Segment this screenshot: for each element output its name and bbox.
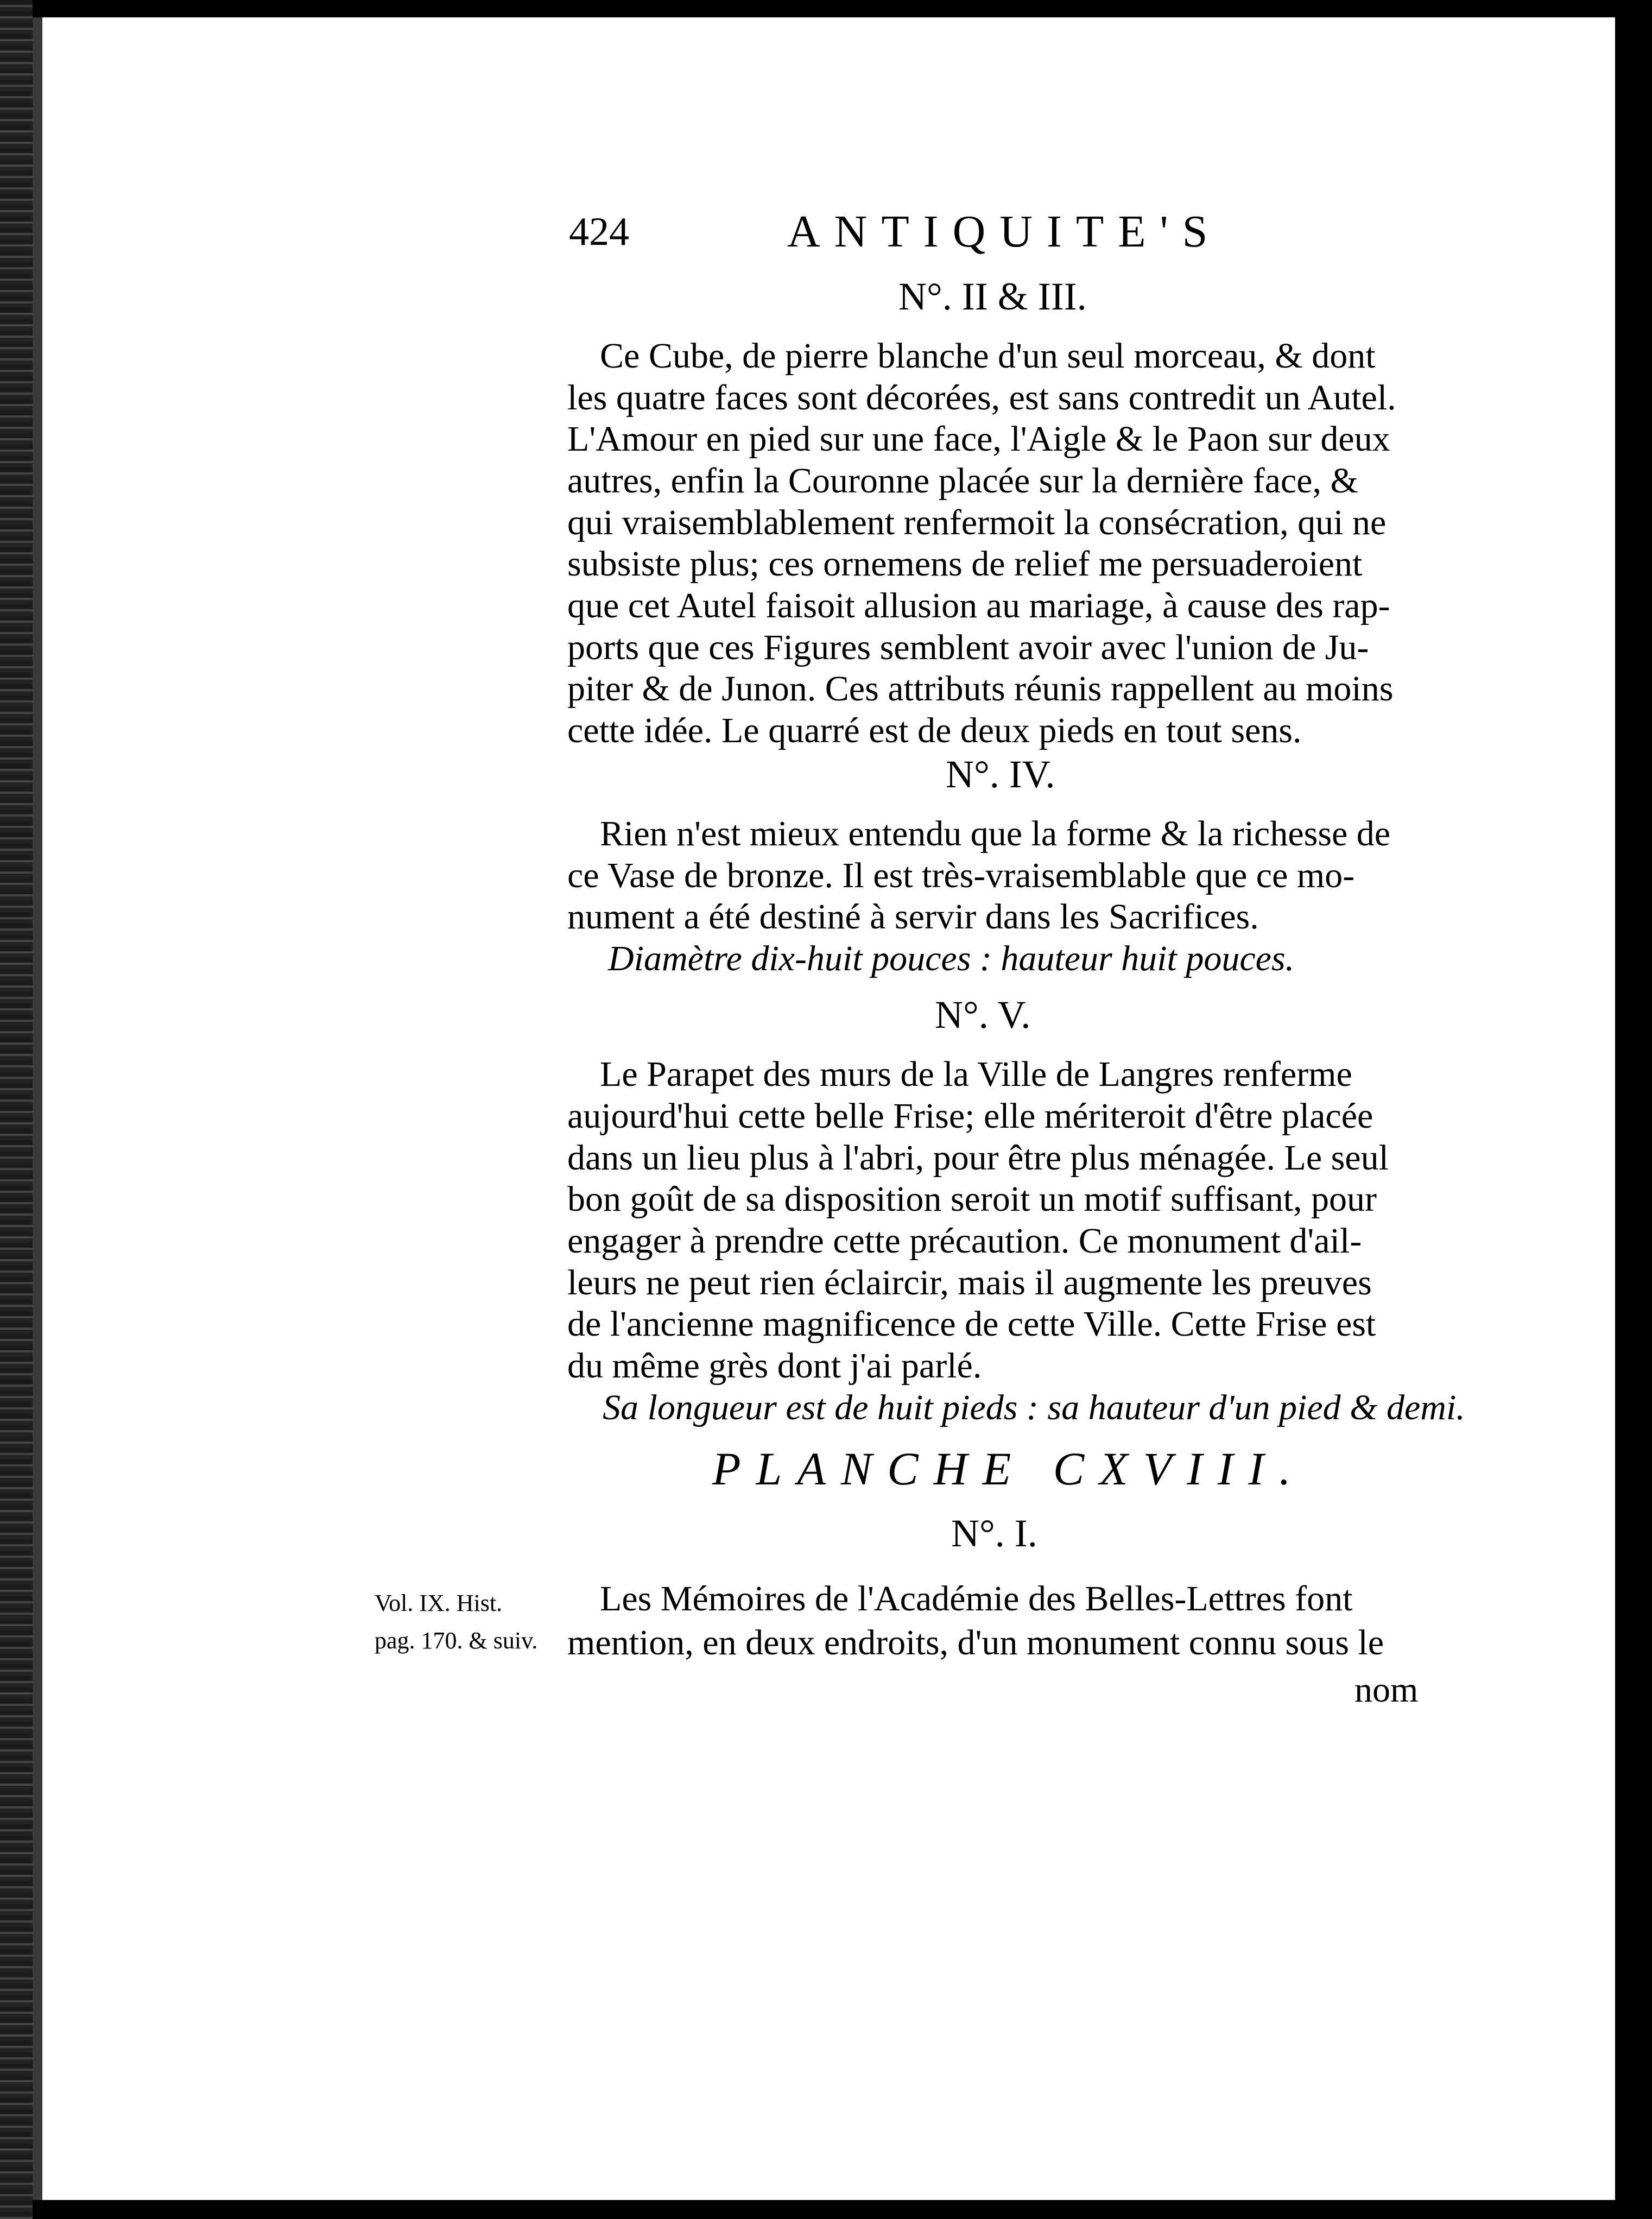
text-line: engager à prendre cette précaution. Ce monument d'ail- [567, 1221, 1362, 1261]
text-line: dans un lieu plus à l'abri, pour être plus ménagée. Le seul [567, 1138, 1389, 1178]
text-line: cette idée. Le quarré est de deux pieds en tout sens. [567, 711, 1302, 750]
plate-title: PLANCHE CXVIII. [712, 1443, 1306, 1495]
text-line: que cet Autel faisoit allusion au mariage, à cause des rap- [567, 586, 1390, 625]
text-line: du même grès dont j'ai parlé. [567, 1346, 982, 1386]
text-line: ce Vase de bronze. Il est très-vraisemblable que ce mo- [567, 856, 1355, 895]
page-number: 424 [569, 210, 629, 254]
text-line: qui vraisemblablement renfermoit la consécration, qui ne [567, 503, 1387, 542]
text-line: nument a été destiné à servir dans les Sacrifices. [567, 897, 1259, 937]
section-heading: N°. II & III. [898, 275, 1087, 318]
dimension-note: Diamètre dix-huit pouces : hauteur huit pouces. [608, 939, 1295, 978]
text-line: Rien n'est mieux entendu que la forme & la richesse de [600, 814, 1391, 854]
text-line: L'Amour en pied sur une face, l'Aigle & le Paon sur deux [567, 419, 1390, 459]
catchword: nom [1354, 1670, 1419, 1710]
section-heading: N°. IV. [946, 753, 1055, 796]
text-line: Les Mémoires de l'Académie des Belles-Lettres font [600, 1579, 1353, 1619]
section-heading: N°. I. [951, 1512, 1037, 1555]
text-line: Ce Cube, de pierre blanche d'un seul morceau, & dont [600, 336, 1376, 376]
text-line: subsiste plus; ces ornemens de relief me persuaderoient [567, 544, 1363, 584]
text-line: bon goût de sa disposition seroit un motif suffisant, pour [567, 1179, 1377, 1219]
text-line: autres, enfin la Couronne placée sur la dernière face, & [567, 461, 1358, 501]
text-line: piter & de Junon. Ces attributs réunis rappellent au moins [567, 669, 1394, 709]
text-line: leurs ne peut rien éclaircir, mais il augmente les preuves [567, 1263, 1372, 1303]
text-line: mention, en deux endroits, d'un monument connu sous le [567, 1623, 1384, 1662]
text-line: Le Parapet des murs de la Ville de Langres renferme [600, 1054, 1352, 1094]
text-line: de l'ancienne magnificence de cette Ville. Cette Frise est [567, 1304, 1376, 1344]
binding-gutter [0, 0, 33, 2219]
dimension-note: Sa longueur est de huit pieds : sa hauteur d'un pied & demi. [603, 1388, 1465, 1427]
margin-note: Vol. IX. Hist. [375, 1590, 503, 1616]
text-line: les quatre faces sont décorées, est sans contredit un Autel. [567, 378, 1396, 418]
text-line: ports que ces Figures semblent avoir avec l'union de Ju- [567, 628, 1369, 667]
margin-note: pag. 170. & suiv. [375, 1627, 538, 1654]
running-head: ANTIQUITE'S [787, 206, 1222, 257]
text-line: aujourd'hui cette belle Frise; elle mériteroit d'être placée [567, 1096, 1373, 1136]
section-heading: N°. V. [935, 993, 1031, 1036]
